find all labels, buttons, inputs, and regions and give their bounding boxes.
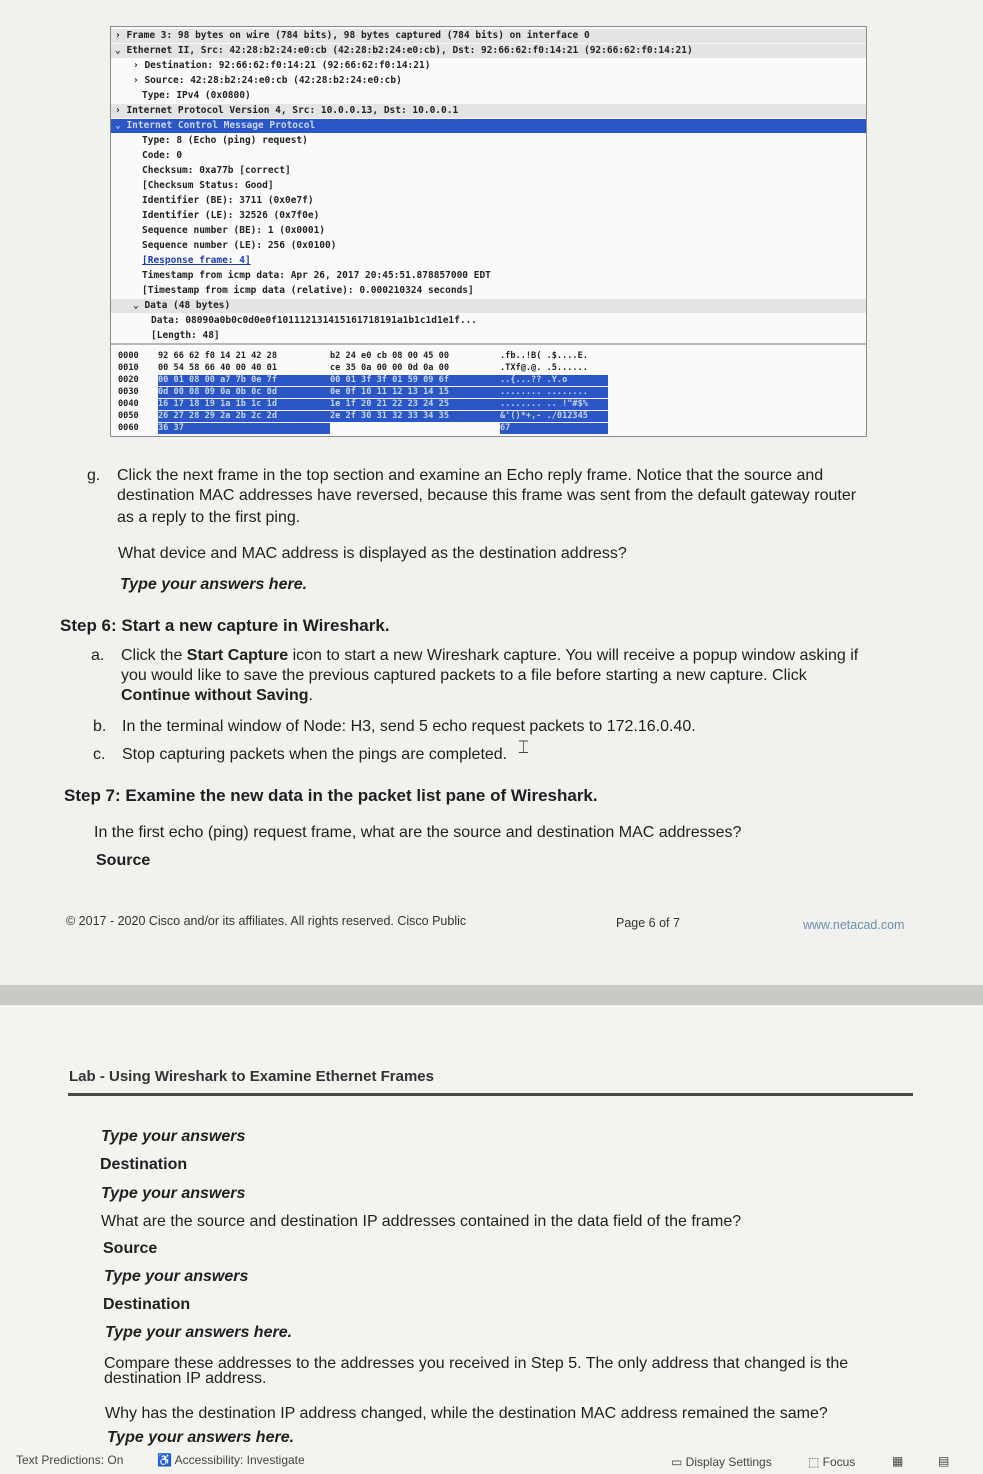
g-instruction-line1: Click the next frame in the top section and examine an Echo reply frame. Notice that the source and [117, 467, 824, 484]
item-letter-c: c. [93, 746, 106, 763]
hex-row[interactable] [118, 399, 608, 410]
hex-bytes-left: 16 17 18 19 1a 1b 1c 1d [158, 399, 330, 410]
tree-row[interactable] [111, 104, 866, 118]
tree-row[interactable] [111, 194, 866, 208]
answer-field-dest-mac[interactable]: Type your answers [101, 1185, 246, 1202]
hex-row[interactable] [118, 375, 608, 386]
tree-row[interactable] [111, 239, 866, 253]
focus-icon: ⬚ [808, 1455, 823, 1469]
footer-copyright: © 2017 - 2020 Cisco and/or its affiliates. All rights reserved. Cisco Public [66, 914, 467, 928]
accessibility-status[interactable]: ♿ Accessibility: Investigate [157, 1453, 305, 1467]
hex-bytes-right: 2e 2f 30 31 32 33 34 35 [330, 411, 500, 422]
s6c-text: Stop capturing packets when the pings are completed. [122, 746, 508, 763]
g-instruction-line2: destination MAC addresses have reversed, because this frame was sent from the default gateway router [117, 487, 857, 504]
read-mode-icon[interactable]: ▦ [892, 1454, 904, 1468]
header-rule [68, 1093, 913, 1096]
tree-row-text: Checksum: 0xa77b [correct] [142, 165, 291, 176]
hex-ascii: .TXf@.@. .5...... [500, 363, 588, 373]
hex-row[interactable] [118, 423, 608, 434]
tree-row-text: Data: 08090a0b0c0d0e0f101112131415161718191a1b1c1d1e1f... [151, 315, 478, 326]
ip-question: What are the source and destination IP addresses contained in the data field of the frame? [101, 1213, 742, 1230]
hex-ascii: ........ ........ [500, 387, 608, 398]
step6-heading: Step 6: Start a new capture in Wireshark. [60, 616, 390, 635]
text-predictions-status[interactable]: Text Predictions: On [16, 1453, 124, 1467]
focus-button[interactable]: ⬚ Focus [808, 1455, 856, 1469]
tree-row-text: Code: 0 [142, 150, 183, 161]
tree-row[interactable] [111, 149, 866, 163]
tree-row-text: Identifier (BE): 3711 (0x0e7f) [142, 195, 314, 206]
tree-row[interactable] [111, 179, 866, 193]
item-letter-a: a. [91, 647, 105, 664]
hex-bytes-right: ce 35 0a 00 00 0d 0a 00 [330, 363, 449, 373]
tree-row-text: › Internet Protocol Version 4, Src: 10.0.0.13, Dst: 10.0.0.1 [115, 105, 459, 116]
hex-row[interactable] [118, 387, 608, 398]
tree-row[interactable] [111, 89, 866, 103]
tree-row-text: Sequence number (LE): 256 (0x0100) [142, 240, 337, 251]
tree-row-text: Type: 8 (Echo (ping) request) [142, 135, 308, 146]
hex-offset: 0060 [118, 423, 139, 433]
page-header-title: Lab - Using Wireshark to Examine Ethernet Frames [69, 1068, 434, 1085]
tree-row[interactable] [111, 164, 866, 178]
hex-offset: 0000 [118, 351, 139, 361]
hex-ascii: .fb..!B( .$....E. [500, 351, 588, 361]
tree-row[interactable] [111, 269, 866, 283]
hex-bytes-right: 0e 0f 10 11 12 13 14 15 [330, 387, 500, 398]
hex-row[interactable] [118, 363, 608, 374]
tree-row-text: › Destination: 92:66:62:f0:14:21 (92:66:62:f0:14:21) [133, 60, 431, 71]
compare-line2: destination IP address. [104, 1370, 267, 1387]
tree-row[interactable] [111, 44, 866, 58]
s6a-line1: Click the Start Capture icon to start a new Wireshark capture. You will receive a popup window asking if [121, 647, 859, 664]
display-settings-icon: ▭ [671, 1455, 686, 1469]
hex-bytes-left: 36 37 [158, 423, 330, 434]
g-answer-field[interactable]: Type your answers here. [120, 576, 308, 593]
tree-row-text: ⌄ Data (48 bytes) [133, 300, 231, 311]
hex-offset: 0030 [118, 387, 139, 397]
hex-offset: 0010 [118, 363, 139, 373]
s6b-text: In the terminal window of Node: H3, send 5 echo request packets to 172.16.0.40. [122, 718, 696, 735]
answer-field-dest-ip[interactable]: Type your answers here. [105, 1324, 293, 1341]
hex-ascii: ........ .. !"#$% [500, 399, 608, 410]
tree-row[interactable] [111, 74, 866, 88]
tree-row-text: [Timestamp from icmp data (relative): 0.000210324 seconds] [142, 285, 474, 296]
hex-bytes-right: 00 01 3f 3f 01 59 09 6f [330, 375, 500, 386]
tree-row-text: Type: IPv4 (0x0800) [142, 90, 251, 101]
footer-url-link[interactable]: www.netacad.com [803, 918, 905, 932]
tree-row-text: › Source: 42:28:b2:24:e0:cb (42:28:b2:24:e0:cb) [133, 75, 402, 86]
text-cursor-icon: ⌶ [518, 737, 529, 757]
tree-row-text: [Checksum Status: Good] [142, 180, 274, 191]
tree-row[interactable] [111, 59, 866, 73]
tree-row-text: [Length: 48] [151, 330, 220, 341]
s7-question: In the first echo (ping) request frame, what are the source and destination MAC addresses? [94, 824, 742, 841]
hex-row[interactable] [118, 411, 608, 422]
packet-details-tree [111, 27, 866, 345]
answer-field-why[interactable]: Type your answers here. [107, 1429, 295, 1446]
pane-divider [111, 343, 866, 345]
item-letter-b: b. [93, 718, 107, 735]
compare-line1: Compare these addresses to the addresses you received in Step 5. The only address that changed is the [104, 1355, 849, 1372]
tree-row[interactable] [111, 284, 866, 298]
g-instruction-line3: as a reply to the first ping. [117, 509, 301, 526]
hex-bytes-right: b2 24 e0 cb 08 00 45 00 [330, 351, 449, 361]
hex-bytes-left: 00 01 08 00 a7 7b 0e 7f [158, 375, 330, 386]
step7-heading: Step 7: Examine the new data in the packet list pane of Wireshark. [64, 786, 598, 805]
s7-source-label: Source [96, 852, 151, 869]
s6a-line2: you would like to save the previous captured packets to a file before starting a new capture. Click [121, 667, 807, 684]
hex-bytes-left: 26 27 28 29 2a 2b 2c 2d [158, 411, 330, 422]
hex-ascii: &'()*+,- ./012345 [500, 411, 608, 422]
source-ip-label: Source [103, 1240, 158, 1257]
hex-offset: 0020 [118, 375, 139, 385]
destination-label: Destination [100, 1156, 188, 1173]
display-settings-button[interactable]: ▭ Display Settings [671, 1455, 772, 1469]
tree-row-text: Identifier (LE): 32526 (0x7f0e) [142, 210, 320, 221]
accessibility-icon: ♿ [157, 1453, 175, 1467]
hex-bytes-left: 0d 00 08 09 0a 0b 0c 0d [158, 387, 330, 398]
answer-field-source-ip[interactable]: Type your answers [104, 1268, 249, 1285]
g-question: What device and MAC address is displayed as the destination address? [118, 545, 627, 562]
hex-offset: 0040 [118, 399, 139, 409]
hex-ascii: ..{...?? .Y.o [500, 375, 608, 386]
hex-ascii: 67 [500, 423, 608, 434]
tree-row[interactable] [111, 119, 866, 133]
tree-row[interactable] [111, 224, 866, 238]
tree-row-text: [Response frame: 4] [142, 255, 251, 266]
tree-row-text: ⌄ Internet Control Message Protocol [115, 120, 316, 131]
hex-bytes-left: 00 54 58 66 40 00 40 01 [158, 363, 277, 373]
tree-row[interactable] [111, 29, 866, 43]
footer-page-number: Page 6 of 7 [616, 916, 680, 930]
page-gap [0, 985, 983, 1005]
status-bar [0, 1450, 983, 1474]
hex-offset: 0050 [118, 411, 139, 421]
why-question: Why has the destination IP address changed, while the destination MAC address remained the same? [105, 1405, 828, 1422]
tree-row[interactable] [111, 314, 866, 328]
hex-bytes-left: 92 66 62 f0 14 21 42 28 [158, 351, 277, 361]
hex-row[interactable] [118, 351, 608, 362]
tree-row-text: ⌄ Ethernet II, Src: 42:28:b2:24:e0:cb (42:28:b2:24:e0:cb), Dst: 92:66:62:f0:14:21 (92:66:62:f0:14:21) [115, 45, 693, 56]
wireshark-screenshot [110, 26, 867, 437]
tree-row-text: › Frame 3: 98 bytes on wire (784 bits), 98 bytes captured (784 bits) on interface 0 [115, 30, 590, 41]
answer-field-source-mac[interactable]: Type your answers [101, 1128, 246, 1145]
s6a-line3: Continue without Saving. [121, 687, 313, 704]
tree-row[interactable] [111, 254, 866, 268]
destination-ip-label: Destination [103, 1296, 191, 1313]
tree-row-text: Sequence number (BE): 1 (0x0001) [142, 225, 326, 236]
tree-row[interactable] [111, 299, 866, 313]
tree-row[interactable] [111, 134, 866, 148]
hex-bytes-right: 1e 1f 20 21 22 23 24 25 [330, 399, 500, 410]
tree-row[interactable] [111, 329, 866, 343]
tree-row[interactable] [111, 209, 866, 223]
print-layout-icon[interactable]: ▤ [938, 1454, 950, 1468]
tree-row-text: Timestamp from icmp data: Apr 26, 2017 20:45:51.878857000 EDT [142, 270, 491, 281]
item-letter-g: g. [87, 467, 101, 484]
